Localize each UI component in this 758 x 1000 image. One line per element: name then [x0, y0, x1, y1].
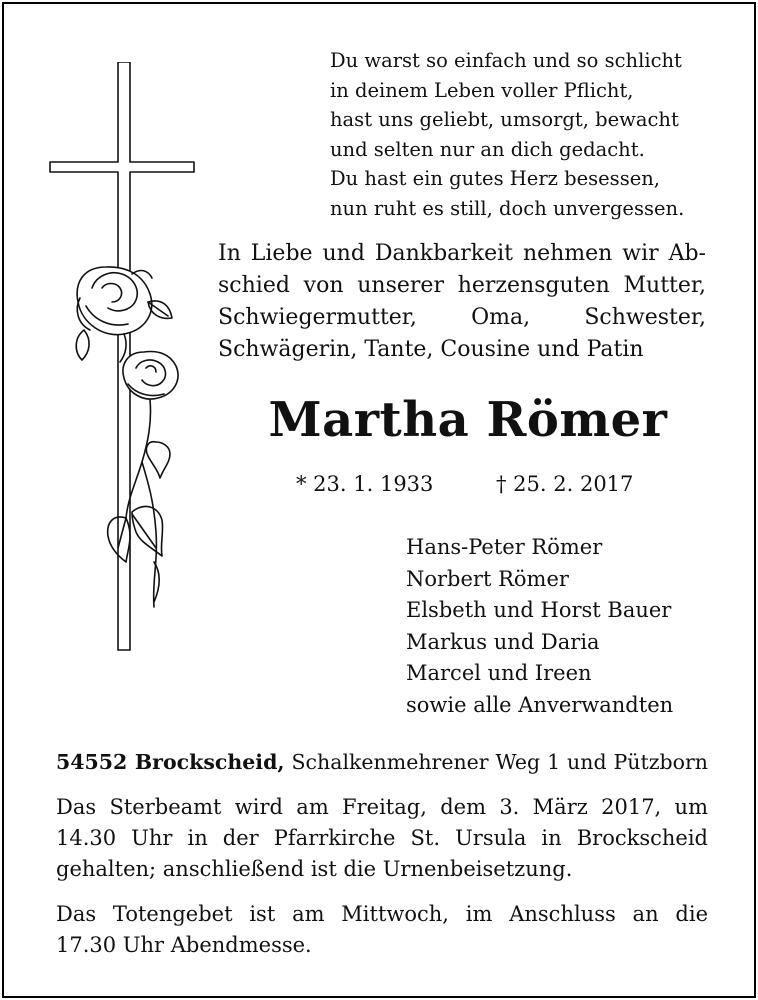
intro-text	[218, 238, 706, 366]
mourner-name: sowie alle Anverwandten	[406, 692, 674, 717]
address-line	[56, 750, 708, 774]
deceased-name: Martha Römer	[268, 392, 668, 448]
death-date: † 25. 2. 2017	[496, 472, 634, 496]
poem-line: nun ruht es still, doch unvergessen.	[330, 196, 685, 220]
service-line: Das Sterbeamt wird am Freitag, dem 3. März 2017, um	[56, 795, 708, 819]
birth-date: * 23. 1. 1933	[296, 472, 434, 496]
poem-line: Du hast ein gutes Herz besessen,	[330, 167, 660, 190]
cross-with-roses-icon	[44, 62, 204, 662]
poem-line: in deinem Leben voller Pflicht,	[330, 78, 634, 102]
poem-line: Du warst so einfach und so schlicht	[330, 49, 682, 72]
obituary-notice	[2, 2, 756, 998]
poem-line: und selten nur an dich gedacht.	[330, 137, 645, 161]
mourner-name: Marcel und Ireen	[406, 661, 592, 685]
address-street: Schalkenmehrener Weg 1 und Pützborn	[291, 750, 708, 774]
poem-line: hast uns geliebt, umsorgt, bewacht	[330, 108, 679, 131]
poem	[330, 46, 684, 223]
mourner-name: Markus und Daria	[406, 629, 600, 654]
mourners-list	[406, 532, 673, 721]
prayer-line: Das Totengebet ist am Mittwoch, im Anschluss an die	[56, 902, 708, 926]
mourner-name: Norbert Römer	[406, 566, 569, 591]
prayer-info	[56, 899, 708, 961]
mourner-name: Hans-Peter Römer	[406, 535, 603, 559]
intro-line: Schwägerin, Tante, Cousine und Patin	[218, 337, 644, 362]
service-line: gehalten; anschließend ist die Urnenbeisetzung.	[56, 857, 573, 881]
service-line: 14.30 Uhr in der Pfarrkirche St. Ursula in Brockscheid	[56, 826, 708, 850]
prayer-line: 17.30 Uhr Abendmesse.	[56, 933, 312, 957]
intro-line: In Liebe und Dankbarkeit nehmen wir Ab-	[218, 241, 706, 266]
service-info	[56, 792, 708, 885]
intro-line: schied von unserer herzensguten Mutter,	[218, 273, 706, 298]
intro-line: Schwiegermutter, Oma, Schwester,	[218, 305, 706, 330]
mourner-name: Elsbeth und Horst Bauer	[406, 598, 672, 622]
address-place: 54552 Brockscheid,	[56, 750, 285, 774]
